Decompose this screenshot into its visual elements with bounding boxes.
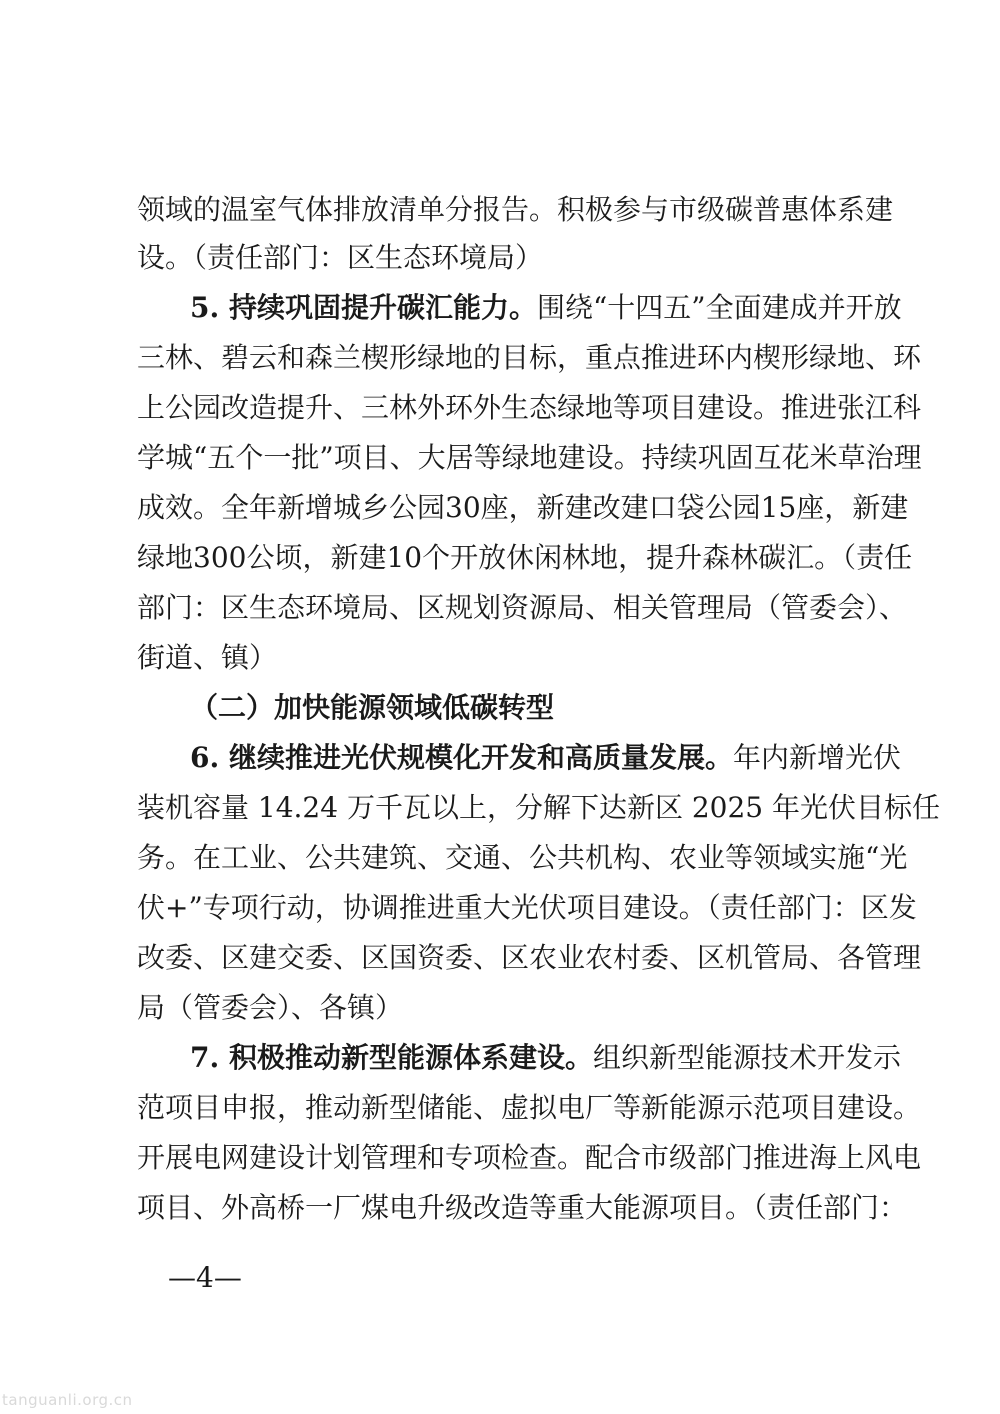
item-5-heading: 5. 持续巩固提升碳汇能力。 (190, 291, 537, 324)
paragraph-line: 伏+”专项行动，协调推进重大光伏项目建设。（责任部门：区发 (137, 891, 917, 924)
paragraph-line: 学城“五个一批”项目、大居等绿地建设。持续巩固互花米草治理 (137, 441, 922, 474)
paragraph-line: 项目、外高桥一厂煤电升级改造等重大能源项目。（责任部门： (137, 1191, 908, 1224)
item-7-first-line (190, 1038, 901, 1078)
paragraph-line: 上公园改造提升、三林外环外生态绿地等项目建设。推进张江科 (137, 391, 922, 424)
item-5-text: 围绕“十四五”全面建成并开放 (536, 291, 902, 324)
item-7-text: 组织新型能源技术开发示 (592, 1041, 901, 1074)
item-6-heading: 6. 继续推进光伏规模化开发和高质量发展。 (190, 741, 733, 774)
paragraph-line: 绿地300公顷，新建10个开放休闲林地，提升森林碳汇。（责任 (137, 541, 913, 574)
item-6-first-line (190, 738, 901, 778)
paragraph-line: 务。在工业、公共建筑、交通、公共机构、农业等领域实施“光 (137, 841, 908, 874)
paragraph-line: 设。（责任部门：区生态环境局） (137, 241, 544, 274)
item-7-heading: 7. 积极推动新型能源体系建设。 (190, 1041, 593, 1074)
paragraph-line: 街道、镇） (137, 641, 278, 674)
watermark: tanguanli.org.cn (2, 1391, 133, 1409)
page-number: —4— (168, 1261, 242, 1294)
paragraph-line: 成效。全年新增城乡公园30座，新建改建口袋公园15座，新建 (137, 491, 909, 524)
paragraph-line: 开展电网建设计划管理和专项检查。配合市级部门推进海上风电 (137, 1141, 922, 1174)
item-6-text: 年内新增光伏 (732, 741, 901, 774)
paragraph-line: 领域的温室气体排放清单分报告。积极参与市级碳普惠体系建 (137, 193, 894, 226)
paragraph-line: 三林、碧云和森兰楔形绿地的目标，重点推进环内楔形绿地、环 (137, 341, 922, 374)
paragraph-line: 局（管委会）、各镇） (137, 991, 404, 1024)
paragraph-line: 装机容量 14.24 万千瓦以上，分解下达新区 2025 年光伏目标任 (137, 791, 941, 824)
section-heading: （二）加快能源领域低碳转型 (190, 691, 555, 724)
item-5-first-line (190, 288, 902, 328)
paragraph-line: 范项目申报，推动新型储能、虚拟电厂等新能源示范项目建设。 (137, 1091, 922, 1124)
paragraph-line: 改委、区建交委、区国资委、区农业农村委、区机管局、各管理 (137, 941, 922, 974)
paragraph-line: 部门：区生态环境局、区规划资源局、相关管理局（管委会）、 (137, 591, 908, 624)
